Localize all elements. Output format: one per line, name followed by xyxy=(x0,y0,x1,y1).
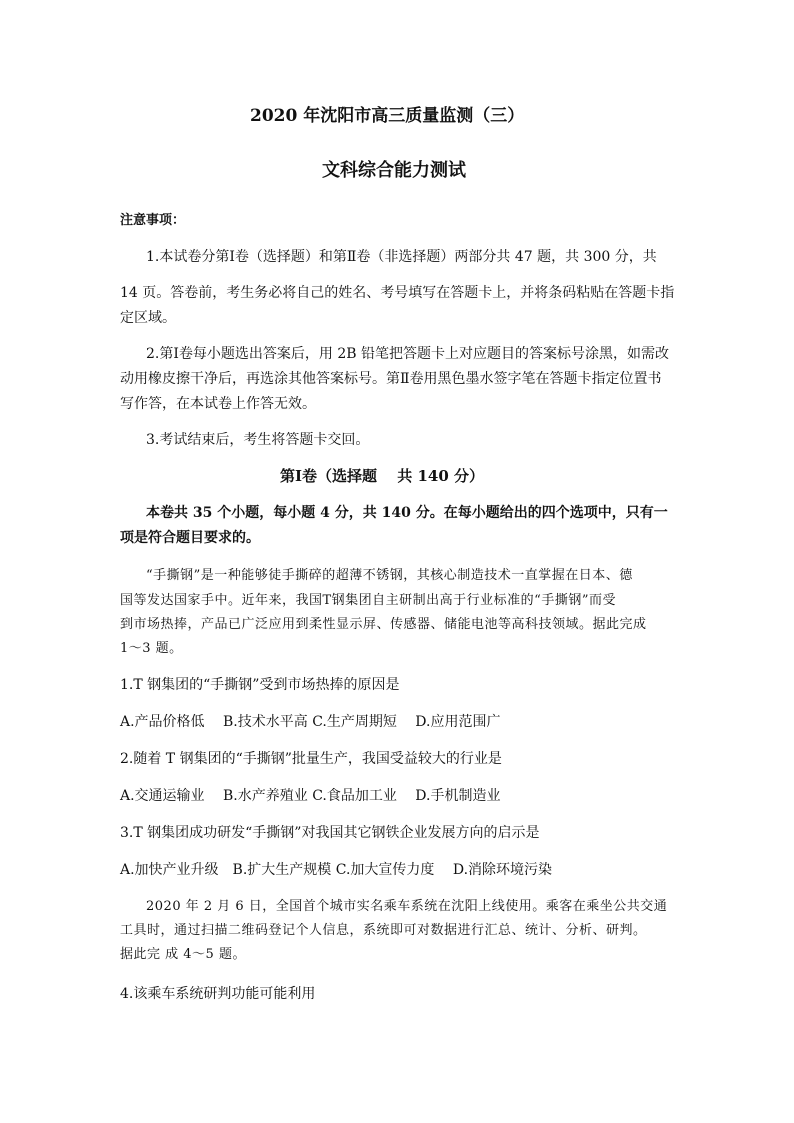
notice-item-2-line-1: 2.第Ⅰ卷每小题选出答案后，用 2B 铅笔把答题卡上对应题目的答案标号涂黑，如需改 xyxy=(146,346,669,362)
question-3-stem: 3.T 钢集团成功研发“手撕钢”对我国其它钢铁企业发展方向的启示是 xyxy=(120,825,540,841)
question-4-stem: 4.该乘车系统研判功能可能利用 xyxy=(120,986,316,1002)
notice-item-1-line-2: 14 页。答卷前，考生务必将自己的姓名、考号填写在答题卡上，并将条码粘贴在答题卡指 xyxy=(120,285,675,301)
page-title: 2020 年沈阳市高三质量监测（三） xyxy=(250,106,525,126)
notice-item-1-line-1: 1.本试卷分第Ⅰ卷（选择题）和第Ⅱ卷（非选择题）两部分共 47 题，共 300 分，共 xyxy=(146,249,657,265)
notice-heading: 注意事项： xyxy=(120,213,186,228)
page-subtitle: 文科综合能力测试 xyxy=(322,160,466,181)
section-intro-line-2: 项是符合题目要求的。 xyxy=(120,530,260,546)
notice-item-1-line-3: 定区域。 xyxy=(120,310,176,326)
notice-item-2-line-2: 动用橡皮擦干净后，再选涂其他答案标号。第Ⅱ卷用黑色墨水签字笔在答题卡指定位置书 xyxy=(120,371,662,387)
material-1-line-1: “手撕钢”是一种能够徒手撕碎的超薄不锈钢，其核心制造技术一直掌握在日本、德 xyxy=(146,568,633,583)
section-heading: 第Ⅰ卷（选择题 共 140 分） xyxy=(280,467,484,485)
notice-item-3: 3.考试结束后，考生将答题卡交回。 xyxy=(146,432,370,448)
question-1-stem: 1.T 钢集团的“手撕钢”受到市场热捧的原因是 xyxy=(120,677,400,693)
material-2-line-1: 2020 年 2 月 6 日，全国首个城市实名乘车系统在沈阳上线使用。乘客在乘坐公共交通 xyxy=(146,899,668,914)
material-1-line-2: 国等发达国家手中。近年来，我国T钢集团自主研制出高于行业标准的“手撕钢”而受 xyxy=(120,593,616,608)
material-2-line-2: 工具时，通过扫描二维码登记个人信息，系统即可对数据进行汇总、统计、分析、研判。 xyxy=(120,923,647,938)
question-2-stem: 2.随着 T 钢集团的“手撕钢”批量生产，我国受益较大的行业是 xyxy=(120,751,502,767)
question-3-options: A.加快产业升级 B.扩大生产规模 C.加大宣传力度 D.消除环境污染 xyxy=(120,862,553,878)
material-1-line-3: 到市场热捧，产品已广泛应用到柔性显示屏、传感器、储能电池等高科技领域。据此完成 xyxy=(120,617,647,632)
section-intro-line-1: 本卷共 35 个小题，每小题 4 分，共 140 分。在每小题给出的四个选项中，只有一 xyxy=(146,505,668,521)
question-2-options: A.交通运输业 B.水产养殖业 C.食品加工业 D.手机制造业 xyxy=(120,788,501,804)
notice-item-2-line-3: 写作答，在本试卷上作答无效。 xyxy=(120,396,316,412)
material-1-line-4: 1～3 题。 xyxy=(120,641,183,656)
material-2-line-3: 据此完 成 4～5 题。 xyxy=(120,947,246,962)
question-1-options: A.产品价格低 B.技术水平高 C.生产周期短 D.应用范围广 xyxy=(120,714,501,730)
